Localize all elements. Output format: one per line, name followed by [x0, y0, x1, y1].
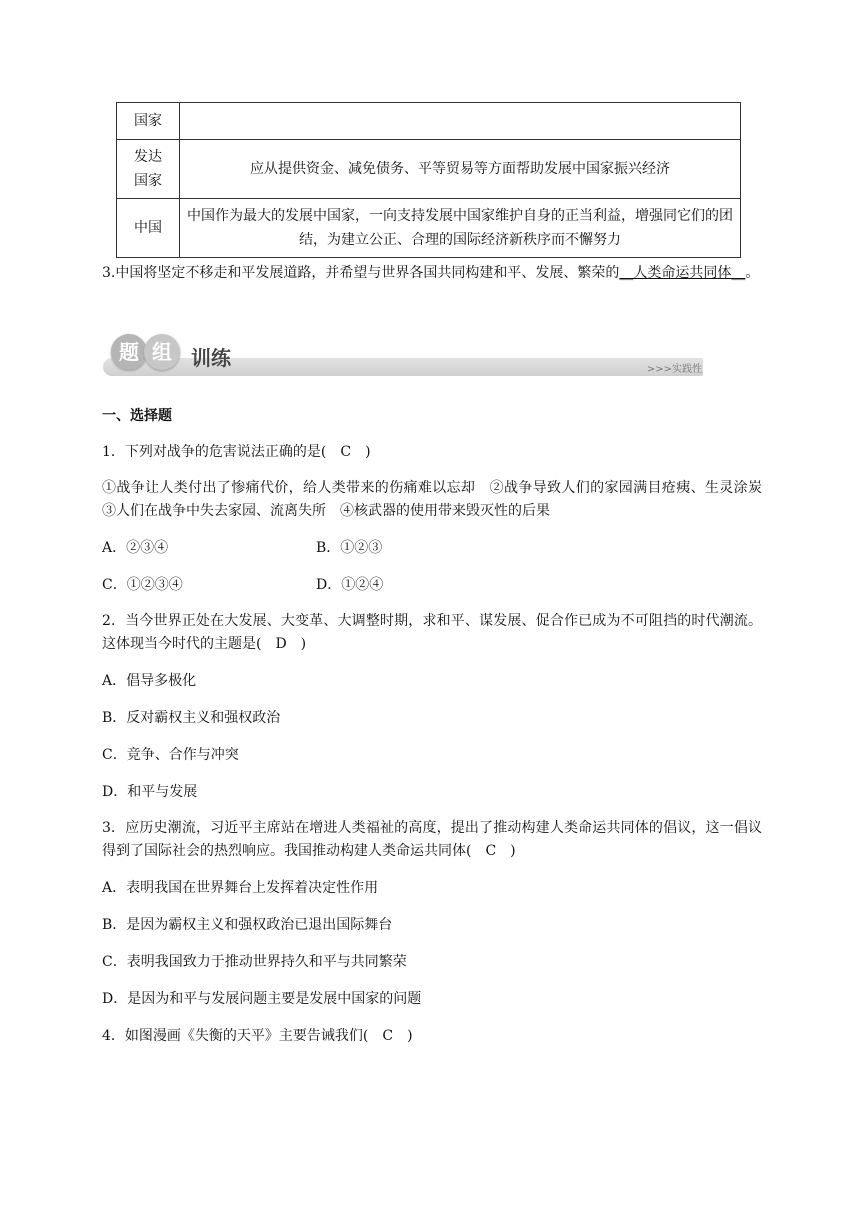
table-cell-label: 国家	[117, 103, 180, 140]
question-2-option-a: A．倡导多极化	[102, 673, 197, 689]
question-1-option-a: A．②③④	[102, 540, 169, 556]
table-cell-label: 中国	[117, 199, 180, 258]
table-row	[117, 140, 741, 199]
section-title: 一、选择题	[102, 408, 172, 424]
question-3-stem: 3．应历史潮流，习近平主席站在增进人类福祉的高度，提出了推动构建人类命运共同体的倡议，这一倡议得到了国际社会的热烈响应。我国推动构建人类命运共同体( C )	[102, 820, 762, 859]
question-1-option-b: B．①②③	[316, 540, 383, 556]
point-3-paragraph	[102, 262, 762, 285]
point-3-text: 3.中国将坚定不移走和平发展道路，并希望与世界各国共同构建和平、发展、繁荣的	[102, 265, 620, 281]
banner-tag: >>>实践性	[646, 364, 702, 375]
question-1-statements: ①战争让人类付出了惨痛代价，给人类带来的伤痛难以忘却 ②战争导致人们的家园满目疮痍、生灵涂炭 ③人们在战争中失去家园、流离失所 ④核武器的使用带来毁灭性的后果	[102, 480, 776, 519]
question-1-stem: 1．下列对战争的危害说法正确的是( C )	[102, 444, 371, 460]
table-cell-content	[180, 103, 741, 140]
question-1-option-c: C．①②③④	[102, 577, 183, 593]
badge-circle: 组	[144, 334, 180, 370]
banner-title: 训练	[191, 346, 231, 370]
question-2-option-c: C．竞争、合作与冲突	[102, 747, 239, 763]
question-3-option-b: B．是因为霸权主义和强权政治已退出国际舞台	[102, 917, 393, 933]
table-cell-content: 中国作为最大的发展中国家，一向支持发展中国家维护自身的正当利益，增强同它们的团结，为建立公正、合理的国际经济新秩序而不懈努力	[180, 199, 741, 258]
question-2-option-b: B．反对霸权主义和强权政治	[102, 710, 281, 726]
table-cell-label: 发达国家	[117, 140, 180, 199]
practice-banner	[103, 330, 708, 380]
point-3-answer: __人类命运共同体__	[619, 265, 746, 281]
question-3-option-a: A．表明我国在世界舞台上发挥着决定性作用	[102, 880, 379, 896]
table-row	[117, 199, 741, 258]
question-4-stem: 4．如图漫画《失衡的天平》主要告诫我们( C )	[102, 1028, 413, 1044]
badge-circle: 题	[111, 334, 147, 370]
point-3-suffix: 。	[745, 265, 760, 281]
question-3-option-d: D．是因为和平与发展问题主要是发展中国家的问题	[102, 991, 422, 1007]
question-2-option-d: D．和平与发展	[102, 784, 198, 800]
table-row	[117, 103, 741, 140]
question-1-option-d: D．①②④	[316, 577, 384, 593]
measures-table	[116, 102, 741, 258]
question-2-stem: 2．当今世界正处在大发展、大变革、大调整时期，求和平、谋发展、促合作已成为不可阻挡的时代潮流。这体现当今时代的主题是( D )	[102, 613, 762, 652]
table-cell-content: 应从提供资金、减免债务、平等贸易等方面帮助发展中国家振兴经济	[180, 140, 741, 199]
question-3-option-c: C．表明我国致力于推动世界持久和平与共同繁荣	[102, 954, 407, 970]
